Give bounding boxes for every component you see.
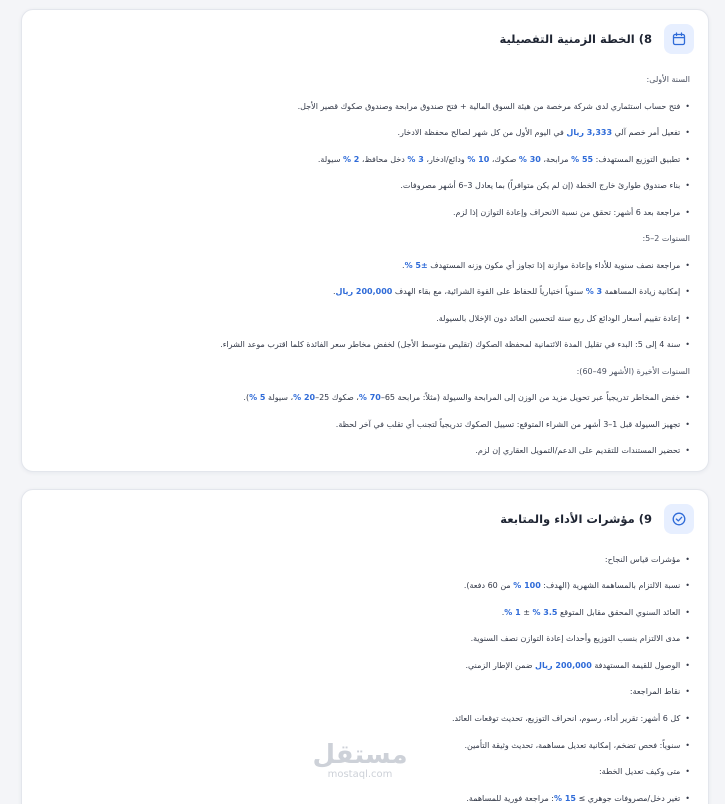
highlight-value: 200,000 ريال: [335, 287, 393, 297]
list-item: [44, 599, 690, 626]
timeline-plan-header: [499, 24, 694, 54]
highlight-value: 30 %: [518, 154, 541, 164]
list-item-text: [397, 128, 680, 138]
list-item-text: [647, 75, 691, 85]
text-segment: في اليوم الأول من كل شهر لصالح محفظة الادخار.: [397, 128, 567, 138]
text-segment: دخل محافظ،: [359, 154, 408, 164]
timeline-plan-card: [21, 9, 709, 472]
list-item-text: [453, 208, 680, 218]
list-item-text: [465, 661, 680, 671]
list-item: [44, 120, 690, 147]
text-segment: تطبيق التوزيع المستهدف:: [593, 154, 681, 164]
text-segment: مرابحة،: [540, 154, 572, 164]
text-segment: نقاط المراجعة:: [629, 687, 681, 697]
calendar-icon: [664, 24, 694, 54]
list-item-text: [336, 420, 681, 430]
highlight-value: 20 %: [293, 393, 316, 403]
text-segment: العائد السنوي المحقق مقابل المتوقع: [557, 607, 681, 617]
subsection-heading: [44, 67, 690, 94]
text-segment: نسبة الالتزام بالمساهمة الشهرية (الهدف:: [540, 581, 681, 591]
text-segment: .: [333, 287, 336, 297]
section-title: 9) مؤشرات الأداء والمتابعة: [500, 512, 652, 526]
list-item-text: [465, 741, 681, 751]
text-segment: ±: [520, 607, 533, 617]
text-segment: سيولة.: [317, 154, 343, 164]
watermark-url: mostaql.com: [327, 769, 393, 780]
timeline-plan-body: [44, 67, 690, 465]
highlight-value: 2 %: [342, 154, 360, 164]
highlight-value: 1 %: [504, 607, 521, 617]
text-segment: .: [402, 260, 405, 270]
text-segment: متى وكيف تعديل الخطة:: [598, 767, 681, 777]
list-item: [44, 438, 690, 465]
highlight-value: ±5 %: [404, 260, 428, 270]
text-segment: تفعيل أمر خصم آلي: [612, 128, 681, 138]
watermark-logo: [312, 742, 408, 780]
list-item: [44, 573, 690, 600]
subsection-heading: [44, 226, 690, 253]
list-item: [44, 306, 690, 333]
text-segment: السنوات الأخيرة (الأشهر 49–60):: [576, 366, 690, 376]
highlight-value: 10 %: [467, 154, 490, 164]
list-item-text: [402, 261, 680, 271]
section-title: 8) الخطة الزمنية التفصيلية: [499, 32, 652, 46]
list-item-text: [220, 340, 680, 350]
text-segment: مؤشرات قياس النجاح:: [604, 554, 681, 564]
list-item: [44, 652, 690, 679]
list-item: [44, 147, 690, 174]
list-item-text: [577, 367, 690, 377]
list-item: [44, 626, 690, 653]
list-item-text: [243, 393, 680, 403]
text-segment: ، صكوك 25–: [315, 393, 359, 403]
highlight-value: 100 %: [513, 581, 541, 591]
watermark-text: مستقل: [312, 740, 408, 770]
list-item: [44, 785, 690, 804]
highlight-value: 3.5 %: [532, 607, 558, 617]
text-segment: سنوياً: فحص تضخم، إمكانية تعديل مساهمة، تحديث وثيقة التأمين.: [464, 740, 681, 750]
highlight-value: 200,000 ريال: [535, 660, 592, 670]
list-item-text: [466, 794, 680, 804]
kpi-monitoring-header: [500, 504, 694, 534]
text-segment: ودائع/ادخار،: [423, 154, 468, 164]
highlight-value: 3,333 ريال: [566, 128, 613, 138]
text-segment: ضمن الإطار الزمني.: [465, 660, 536, 670]
list-item-text: [642, 234, 690, 244]
text-segment: تجهيز السيولة قبل 1–3 أشهر من الشراء المتوقع: تسييل الصكوك تدريجياً لتجنب أي تقلب في آخر لحظة.: [335, 419, 681, 429]
list-item-text: [436, 314, 680, 324]
list-item: [44, 173, 690, 200]
list-item: [44, 706, 690, 733]
text-segment: السنة الأولى:: [646, 75, 690, 85]
list-item: [44, 679, 690, 706]
list-item: [44, 253, 690, 280]
text-segment: خفض المخاطر تدريجياً عبر تحويل مزيد من الوزن إلى المرابحة والسيولة (مثلاً: مرابحة 65–: [380, 393, 681, 403]
list-item: [44, 279, 690, 306]
text-segment: سنوياً اختيارياً للحفاظ على القوة الشرائية، مع بقاء الهدف: [392, 287, 586, 297]
list-item-text: [333, 287, 680, 297]
text-segment: مدى الالتزام بنسب التوزيع وأحداث إعادة التوازن نصف السنوية.: [470, 634, 681, 644]
text-segment: إمكانية زيادة المساهمة: [602, 287, 681, 297]
text-segment: بناء صندوق طوارئ خارج الخطة (إن لم يكن متوافراً) بما يعادل 3–6 أشهر مصروفات.: [400, 181, 681, 191]
list-item: [44, 332, 690, 359]
text-segment: من 60 دفعة).: [463, 581, 514, 591]
text-segment: مراجعة نصف سنوية للأداء وإعادة موازنة إذا تجاوز أي مكون وزنه المستهدف: [427, 260, 681, 270]
list-item-text: [471, 634, 681, 644]
text-segment: .: [501, 607, 505, 617]
subsection-heading: [44, 359, 690, 386]
highlight-value: 5 %: [249, 393, 266, 403]
text-segment: مراجعة بعد 6 أشهر: تحقق من نسبة الانحراف وإعادة التوازن إذا لزم.: [452, 207, 681, 217]
check-circle-icon: [664, 504, 694, 534]
list-item: [44, 412, 690, 439]
text-segment: سنة 4 إلى 5: البدء في تقليل المدة الائتمانية لمحفظة الصكوك (تقليص متوسط الأجل) لخفض مخاطر سعر الفائدة كلما اقترب موعد الشراء.: [220, 340, 681, 350]
list-item-text: [605, 555, 680, 565]
list-item-text: [298, 102, 681, 112]
list-item-text: [318, 155, 680, 165]
text-segment: فتح حساب استثماري لدى شركة مرخصة من هيئة السوق المالية + فتح صندوق مرابحة وصندوق صكوك قصير الأجل.: [297, 101, 681, 111]
list-item-text: [630, 687, 680, 697]
highlight-value: 15 %: [554, 793, 576, 803]
list-item: [44, 546, 690, 573]
list-item-text: [452, 714, 680, 724]
text-segment: كل 6 أشهر: تقرير أداء، رسوم، انحراف التوزيع، تحديث توقعات العائد.: [451, 714, 681, 724]
list-item: [44, 385, 690, 412]
list-item-text: [502, 608, 681, 618]
list-item-text: [400, 181, 680, 191]
text-segment: تحضير المستندات للتقديم على الدعم/التمويل العقاري إن لزم.: [475, 446, 681, 456]
highlight-value: 3 %: [407, 154, 424, 164]
highlight-value: 55 %: [571, 154, 594, 164]
text-segment: الوصول للقيمة المستهدفة: [591, 660, 681, 670]
list-item-text: [599, 767, 680, 777]
highlight-value: 70 %: [358, 393, 381, 403]
list-item: [44, 94, 690, 121]
text-segment: صكوك،: [489, 154, 519, 164]
text-segment: إعادة تقييم أسعار الودائع كل ربع سنة لتحسين العائد دون الإخلال بالسيولة.: [436, 313, 681, 323]
list-item-text: [475, 446, 680, 456]
text-segment: السنوات 2–5:: [642, 234, 690, 244]
text-segment: تغير دخل/مصروفات جوهري ≥: [575, 793, 681, 803]
list-item-text: [464, 581, 680, 591]
highlight-value: 3 %: [585, 287, 603, 297]
text-segment: ).: [243, 393, 250, 403]
text-segment: ، سيولة: [265, 393, 294, 403]
text-segment: : مراجعة فورية للمساهمة.: [466, 793, 554, 803]
list-item: [44, 200, 690, 227]
